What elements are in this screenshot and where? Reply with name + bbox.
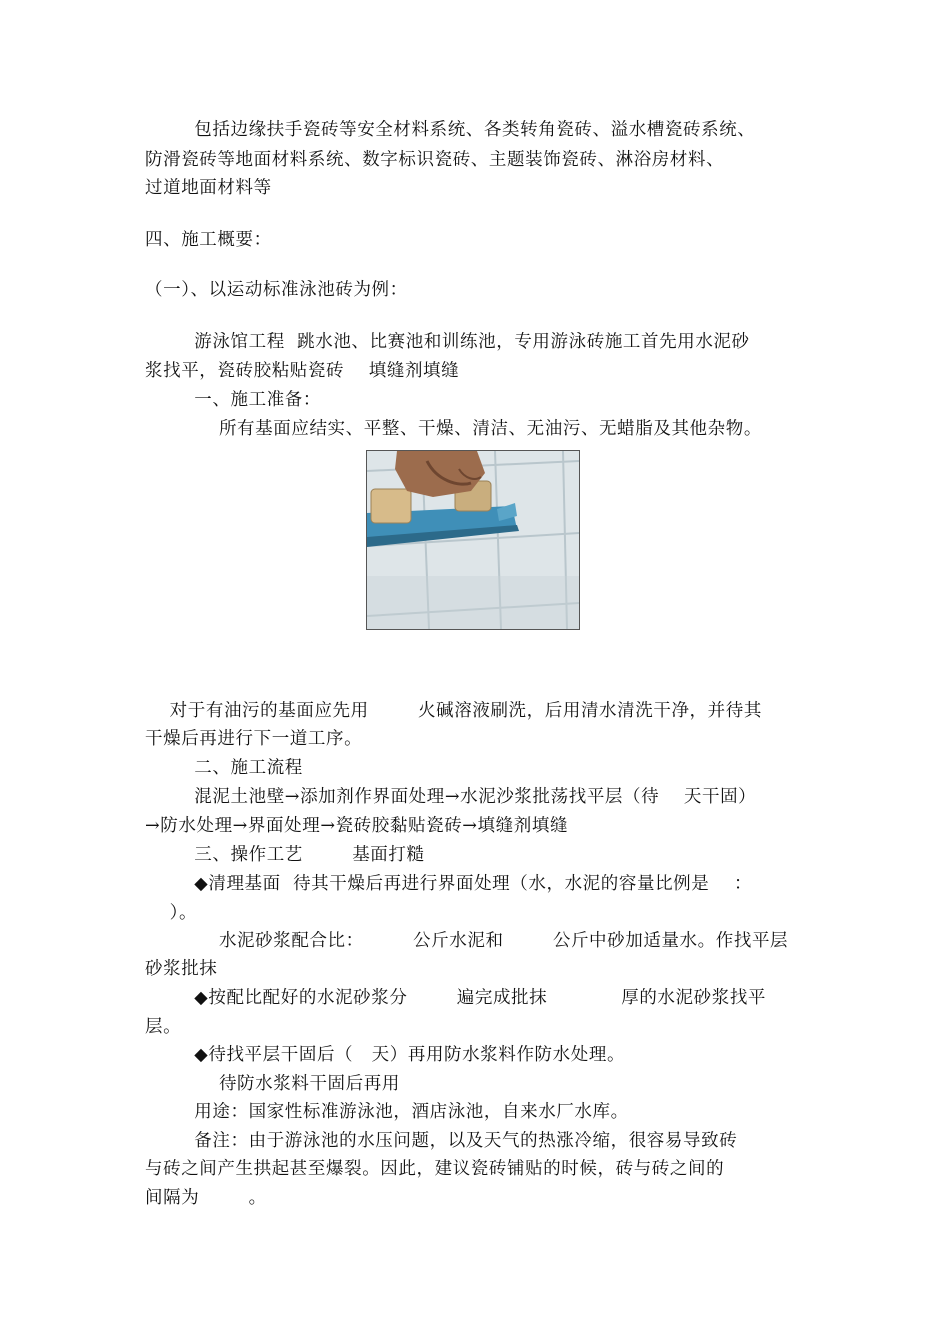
step3-mix-line-1: 水泥砂浆配合比： 公斤水泥和 公斤中砂加适量水。作找平层 [145, 931, 789, 951]
step2-heading: 二、施工流程 [145, 758, 303, 778]
note-line-2: 与砖之间产生拱起甚至爆裂。因此，建议瓷砖铺贴的时候，砖与砖之间的 [145, 1159, 725, 1179]
para-materials-line-1: 包括边缘扶手瓷砖等安全材料系统、各类转角瓷砖、溢水槽瓷砖系统、 [145, 120, 756, 140]
step3-bullet2-line-1: ◆按配比配好的水泥砂浆分 遍完成批抹 厚的水泥砂浆找平 [145, 988, 767, 1008]
step3-heading: 三、操作工艺 基面打糙 [145, 845, 425, 865]
step1-text: 所有基面应结实、平整、干燥、清洁、无油污、无蜡脂及其他杂物。 [145, 419, 762, 439]
tile-grouting-illustration [367, 451, 579, 629]
oil-line-1: 对于有油污的基面应先用 火碱溶液刷洗，后用清水清洗干净，并待其 [145, 701, 762, 721]
step3-after: 待防水浆料干固后再用 [145, 1074, 400, 1094]
step3-mix-line-2: 砂浆批抹 [145, 959, 218, 979]
para-materials-line-2: 防滑瓷砖等地面材料系统、数字标识瓷砖、主题装饰瓷砖、淋浴房材料、 [145, 150, 725, 170]
tile-grouting-photo [366, 450, 580, 630]
note-line-1: 备注：由于游泳池的水压问题，以及天气的热涨冷缩，很容易导致砖 [145, 1131, 738, 1151]
step2-line-2: →防水处理→界面处理→瓷砖胶黏贴瓷砖→填缝剂填缝 [145, 816, 569, 836]
note-line-3: 间隔为 。 [145, 1188, 267, 1208]
usage-line: 用途：国家性标准游泳池，酒店泳池，自来水厂水库。 [145, 1102, 629, 1122]
step2-line-1: 混泥土池壁→添加剂作界面处理→水泥沙浆批荡找平层（待 天干固） [145, 787, 757, 807]
sub1-heading: （一）、以运动标准泳池砖为例： [145, 280, 408, 300]
step3-bullet3: ◆待找平层干固后（ 天）再用防水浆料作防水处理。 [145, 1045, 626, 1065]
intro-line-1: 游泳馆工程 跳水池、比赛池和训练池，专用游泳砖施工首先用水泥砂 [145, 332, 750, 352]
step3-bullet1-line-1: ◆清理基面 待其干燥后再进行界面处理（水，水泥的容量比例是 ： [145, 874, 753, 894]
section4-heading: 四、施工概要： [145, 230, 272, 250]
para-materials-line-3: 过道地面材料等 [145, 178, 272, 198]
oil-line-2: 干燥后再进行下一道工序。 [145, 729, 363, 749]
step3-bullet2-line-2: 层。 [145, 1017, 182, 1037]
step1-heading: 一、施工准备： [145, 390, 322, 410]
step3-bullet1-line-2: ）。 [145, 903, 198, 923]
intro-line-2: 浆找平，瓷砖胶粘贴瓷砖 填缝剂填缝 [145, 361, 460, 381]
